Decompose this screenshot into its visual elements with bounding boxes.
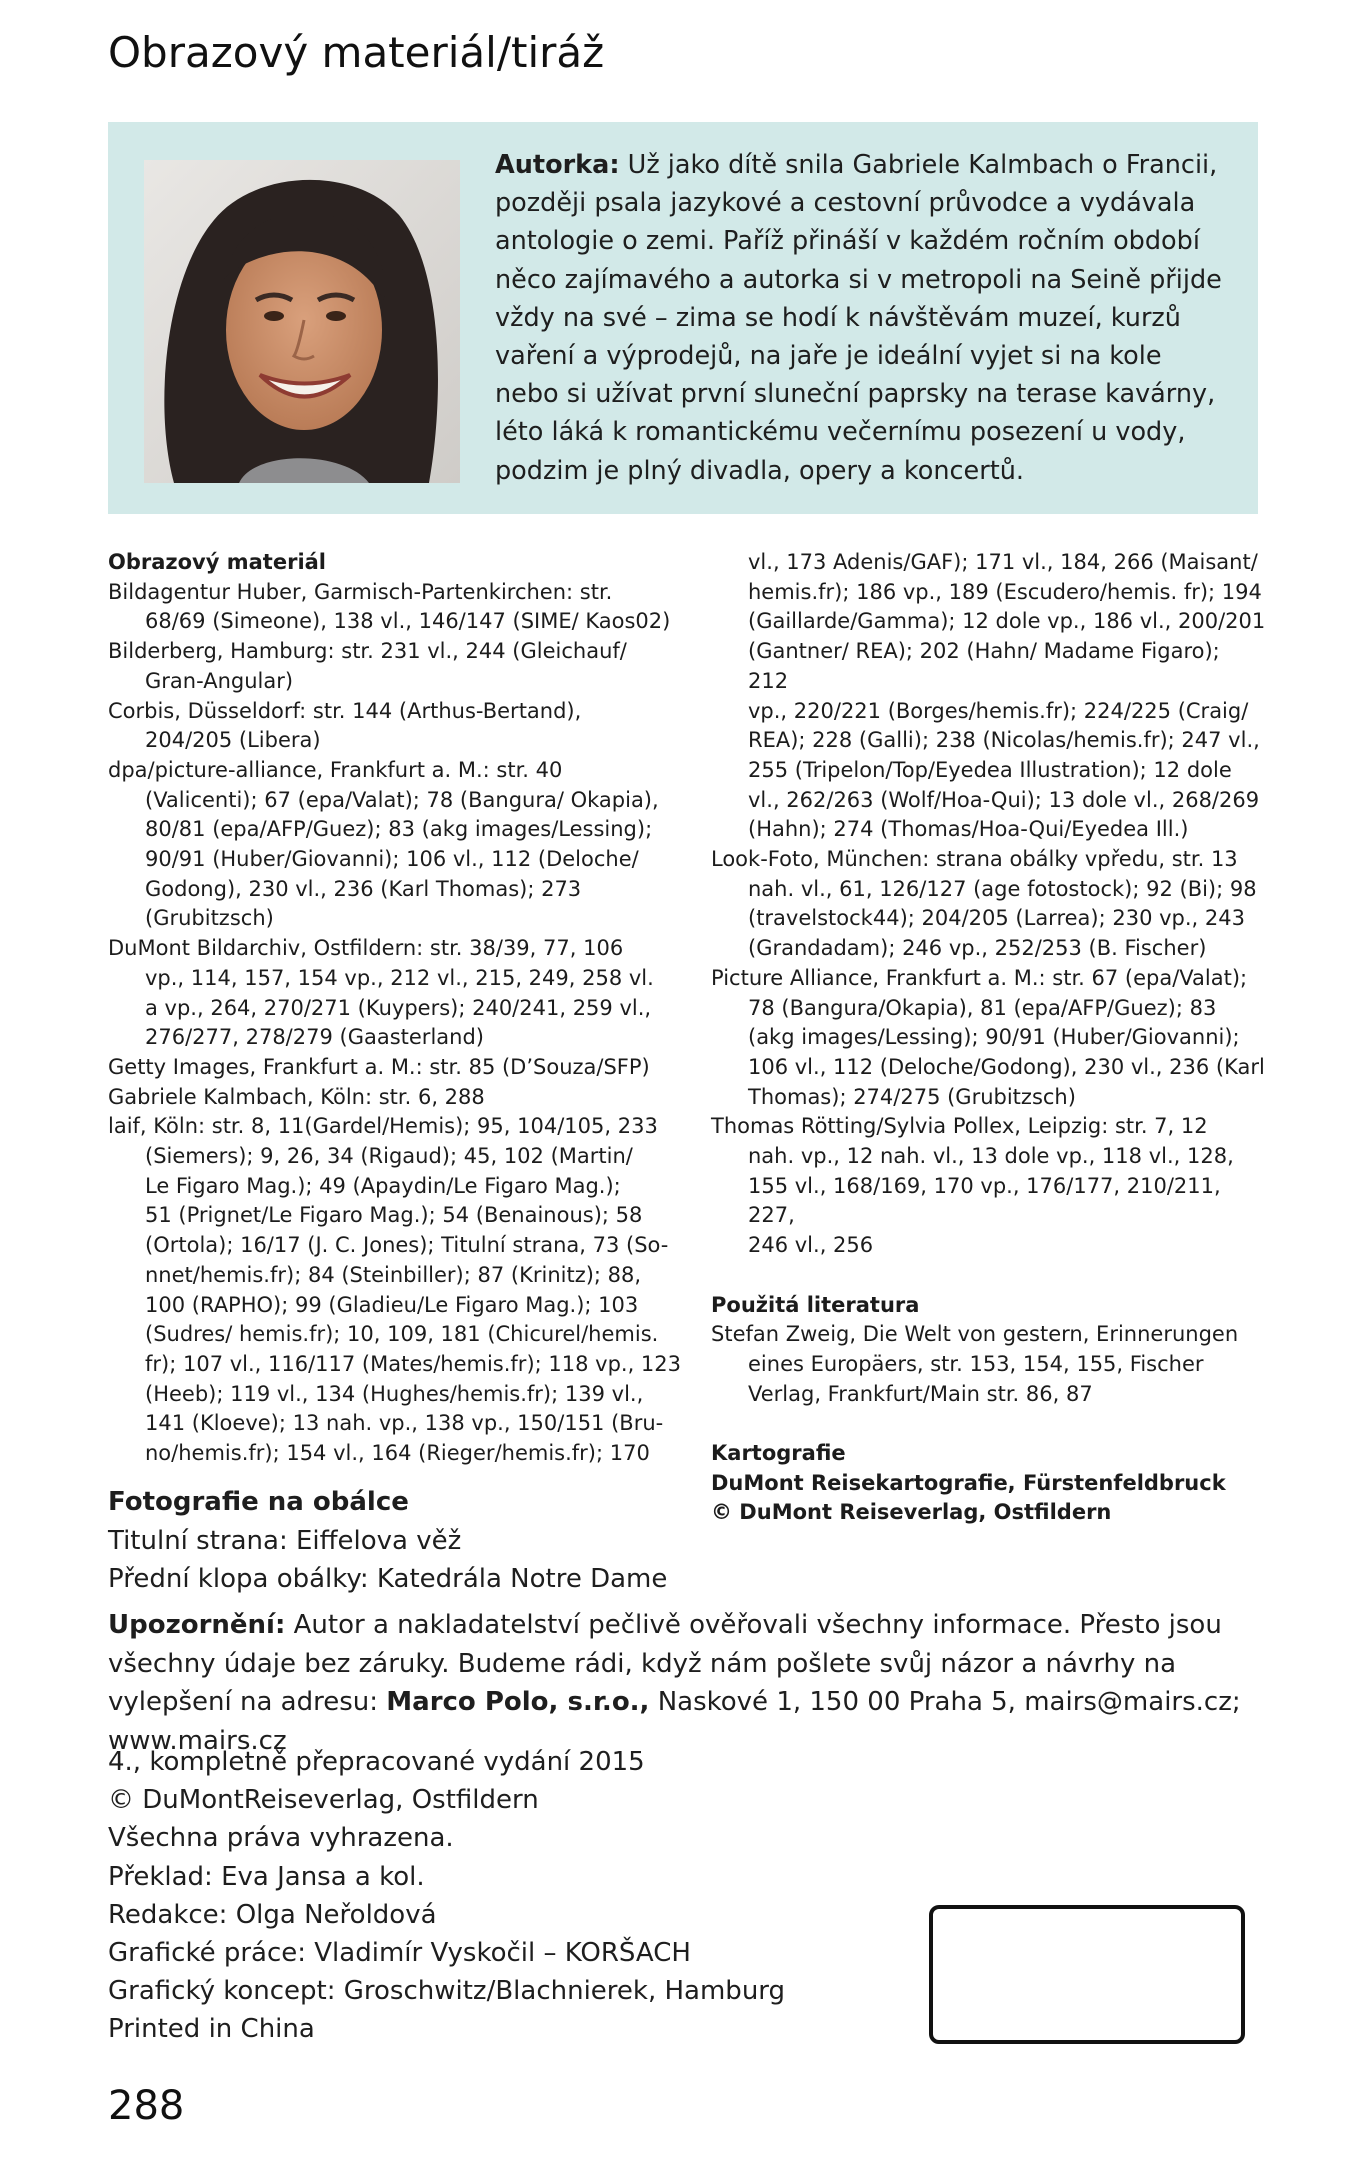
literature-entry — [711, 1320, 1266, 1409]
credits-heading: Obrazový materiál — [108, 550, 327, 574]
credit-line: Picture Alliance, Frankfurt a. M.: str. 67 (epa/Valat); — [711, 965, 1248, 990]
credit-line: nnet/hemis.fr); 84 (Steinbiller); 87 (Krinitz); 88, — [145, 1262, 642, 1287]
literature-line: Verlag, Frankfurt/Main str. 86, 87 — [748, 1381, 1093, 1406]
credit-line: 106 vl., 112 (Deloche/Godong), 230 vl., 236 (Karl — [748, 1054, 1265, 1079]
literature-heading: Použitá literatura — [711, 1292, 920, 1317]
imprint — [108, 1743, 908, 2049]
author-label: Autorka: — [495, 150, 620, 180]
credit-line: Le Figaro Mag.); 49 (Apaydin/Le Figaro Mag.); — [145, 1173, 621, 1198]
credits-continuation — [711, 548, 1266, 845]
credit-entry — [108, 697, 683, 756]
credit-line: vl., 262/263 (Wolf/Hoa-Qui); 13 dole vl., 268/269 — [748, 787, 1260, 812]
credit-line: no/hemis.fr); 154 vl., 164 (Rieger/hemis.fr); 170 — [145, 1441, 650, 1466]
credit-line: Look-Foto, München: strana obálky vpředu, str. 13 — [711, 847, 1238, 872]
credit-line: nah. vl., 61, 126/127 (age fotostock); 92 (Bi); 98 — [748, 876, 1257, 901]
credits-right-list — [711, 845, 1266, 1261]
credit-line: 204/205 (Libera) — [145, 728, 321, 753]
notice-text: Autor a nakladatelství pečlivě ověřovali všechny informace. Přesto jsou všechny údaje bez záruky. Budeme rádi, když nám pošlete svůj názor a návrhy na vylepšení na adresu: — [108, 1610, 1222, 1717]
credit-line: 246 vl., 256 — [748, 1233, 874, 1258]
credit-entry — [711, 845, 1266, 964]
credit-line: (Sudres/ hemis.fr); 10, 109, 181 (Chicurel/hemis. — [145, 1322, 659, 1347]
credit-line: 141 (Kloeve); 13 nah. vp., 138 vp., 150/151 (Bru- — [145, 1411, 664, 1436]
credit-line: 90/91 (Huber/Giovanni); 106 vl., 112 (Deloche/ — [145, 847, 639, 872]
cover-flap: Přední klopa obálky: Katedrála Notre Dame — [108, 1564, 668, 1594]
credit-line: Corbis, Düsseldorf: str. 144 (Arthus-Bertand), — [108, 698, 582, 723]
imprint-line: Printed in China — [108, 2014, 315, 2045]
credit-line: 276/277, 278/279 (Gaasterland) — [145, 1025, 484, 1050]
credit-line: Thomas); 274/275 (Grubitzsch) — [748, 1084, 1076, 1109]
cartography-line: © DuMont Reiseverlag, Ostfildern — [711, 1500, 1112, 1525]
credit-line: (Grandadam); 246 vp., 252/253 (B. Fischer) — [748, 936, 1207, 961]
credit-line: (travelstock44); 204/205 (Larrea); 230 vp., 243 — [748, 906, 1245, 931]
imprint-line: Grafické práce: Vladimír Vyskočil – KORŠACH — [108, 1938, 691, 1969]
page-number: 288 — [108, 2083, 185, 2129]
credit-line: (Gaillarde/Gamma); 12 dole vp., 186 vl., 200/201 — [748, 609, 1266, 634]
author-box — [108, 122, 1258, 514]
credit-entry — [108, 756, 683, 934]
notice — [108, 1606, 1268, 1760]
credit-line: (akg images/Lessing); 90/91 (Huber/Giovanni); — [748, 1025, 1240, 1050]
credit-line: DuMont Bildarchiv, Ostfildern: str. 38/39, 77, 106 — [108, 936, 624, 961]
credit-line: 51 (Prignet/Le Figaro Mag.); 54 (Benainous); 58 — [145, 1203, 643, 1228]
credit-line: 68/69 (Simeone), 138 vl., 146/147 (SIME/ Kaos02) — [145, 609, 671, 634]
publisher-name: Marco Polo, s.r.o., — [386, 1687, 650, 1717]
credit-entry — [108, 1112, 683, 1468]
credit-line: Gran-Angular) — [145, 668, 294, 693]
credit-line: Thomas Rötting/Sylvia Pollex, Leipzig: str. 7, 12 — [711, 1114, 1208, 1139]
credit-line: (Gantner/ REA); 202 (Hahn/ Madame Figaro); 212 — [748, 639, 1220, 693]
credit-entry — [108, 637, 683, 696]
credit-line: 80/81 (epa/AFP/Guez); 83 (akg images/Lessing); — [145, 817, 653, 842]
author-text: Už jako dítě snila Gabriele Kalmbach o Francii, později psala jazykové a cestovní průvodce a vydávala antologie o zemi. Paříž přináší v každém ročním období něco zajímavého a autorka si v metropoli na Seině přijde vždy na své – zima se hodí k návštěvám muzeí, kurzů vaření a výprodejů, na jaře je ideální vyjet si na kole nebo si užívat první sluneční paprsky na terase kavárny, léto láká k romantickému večernímu posezení u vody, podzim je plný divadla, opery a koncertů. — [495, 150, 1222, 486]
credits-left-column — [108, 548, 683, 1469]
credit-line: fr); 107 vl., 116/117 (Mates/hemis.fr); 118 vp., 123 — [145, 1351, 682, 1376]
credit-line: 155 vl., 168/169, 170 vp., 176/177, 210/211, 227, — [748, 1173, 1221, 1228]
credit-line: 78 (Bangura/Okapia), 81 (epa/AFP/Guez); 83 — [748, 995, 1217, 1020]
credit-line: (Grubitzsch) — [145, 906, 274, 931]
credit-line: hemis.fr); 186 vp., 189 (Escudero/hemis. fr); 194 — [748, 579, 1262, 604]
literature-line: eines Europäers, str. 153, 154, 155, Fischer — [748, 1351, 1204, 1376]
cartography-line: DuMont Reisekartografie, Fürstenfeldbruck — [711, 1470, 1226, 1495]
credit-line: (Heeb); 119 vl., 134 (Hughes/hemis.fr); 139 vl., — [145, 1381, 644, 1406]
page-title: Obrazový materiál/tiráž — [108, 28, 605, 77]
credit-line: (Hahn); 274 (Thomas/Hoa-Qui/Eyedea Ill.) — [748, 817, 1189, 842]
credit-line: (Ortola); 16/17 (J. C. Jones); Titulní strana, 73 (So- — [145, 1233, 669, 1258]
credits-left-list — [108, 578, 683, 1469]
credit-line: dpa/picture-alliance, Frankfurt a. M.: str. 40 — [108, 757, 563, 782]
credit-line: 255 (Tripelon/Top/Eyedea Illustration); 12 dole — [748, 757, 1232, 782]
credit-line: laif, Köln: str. 8, 11(Gardel/Hemis); 95, 104/105, 233 — [108, 1114, 658, 1139]
credits-right-column — [711, 548, 1266, 1528]
credit-line: vp., 114, 157, 154 vp., 212 vl., 215, 249, 258 vl. — [145, 965, 654, 990]
credit-line: Getty Images, Frankfurt a. M.: str. 85 (D’Souza/SFP) — [108, 1054, 650, 1079]
credit-line: vp., 220/221 (Borges/hemis.fr); 224/225 (Craig/ — [748, 698, 1249, 723]
credit-line: Godong), 230 vl., 236 (Karl Thomas); 273 — [145, 876, 582, 901]
credit-entry — [108, 578, 683, 637]
cover-photos-heading: Fotografie na obálce — [108, 1487, 409, 1517]
notice-label: Upozornění: — [108, 1610, 286, 1640]
imprint-line: Všechna práva vyhrazena. — [108, 1823, 454, 1854]
cover-front: Titulní strana: Eiffelova věž — [108, 1525, 462, 1556]
imprint-line: 4., kompletně přepracované vydání 2015 — [108, 1747, 645, 1777]
credit-entry — [108, 1083, 683, 1113]
credit-line: (Valicenti); 67 (epa/Valat); 78 (Bangura/ Okapia), — [145, 787, 659, 812]
author-portrait — [144, 160, 460, 483]
publisher-address: Naskové 1, 150 00 Praha 5, mairs@mairs.cz; www.mairs.cz — [108, 1687, 1241, 1756]
literature-line: Stefan Zweig, Die Welt von gestern, Erinnerungen — [711, 1322, 1239, 1347]
credit-line: (Siemers); 9, 26, 34 (Rigaud); 45, 102 (Martin/ — [145, 1144, 633, 1169]
credit-entry — [108, 934, 683, 1053]
credit-line: Bildagentur Huber, Garmisch-Partenkirchen: str. — [108, 579, 613, 604]
imprint-line: Grafický koncept: Groschwitz/Blachnierek, Hamburg — [108, 1976, 786, 2007]
credit-entry — [711, 1112, 1266, 1261]
imprint-line: © DuMontReiseverlag, Ostfildern — [108, 1785, 539, 1816]
credit-line: nah. vp., 12 nah. vl., 13 dole vp., 118 vl., 128, — [748, 1144, 1234, 1169]
credit-line: REA); 228 (Galli); 238 (Nicolas/hemis.fr); 247 vl., — [748, 728, 1260, 753]
cartography-heading: Kartografie — [711, 1441, 846, 1466]
credit-line: a vp., 264, 270/271 (Kuypers); 240/241, 259 vl., — [145, 995, 652, 1020]
credit-line: vl., 173 Adenis/GAF); 171 vl., 184, 266 (Maisant/ — [748, 550, 1258, 574]
stamp-box — [929, 1905, 1245, 2044]
author-bio — [495, 146, 1227, 490]
cover-photos — [108, 1483, 1258, 1599]
credit-line: 100 (RAPHO); 99 (Gladieu/Le Figaro Mag.); 103 — [145, 1292, 639, 1317]
credit-line: Gabriele Kalmbach, Köln: str. 6, 288 — [108, 1084, 485, 1109]
credit-entry — [108, 1053, 683, 1083]
imprint-line: Redakce: Olga Neřoldová — [108, 1899, 437, 1930]
credit-entry — [711, 964, 1266, 1113]
imprint-line: Překlad: Eva Jansa a kol. — [108, 1861, 425, 1892]
credit-line: Bilderberg, Hamburg: str. 231 vl., 244 (Gleichauf/ — [108, 639, 627, 664]
